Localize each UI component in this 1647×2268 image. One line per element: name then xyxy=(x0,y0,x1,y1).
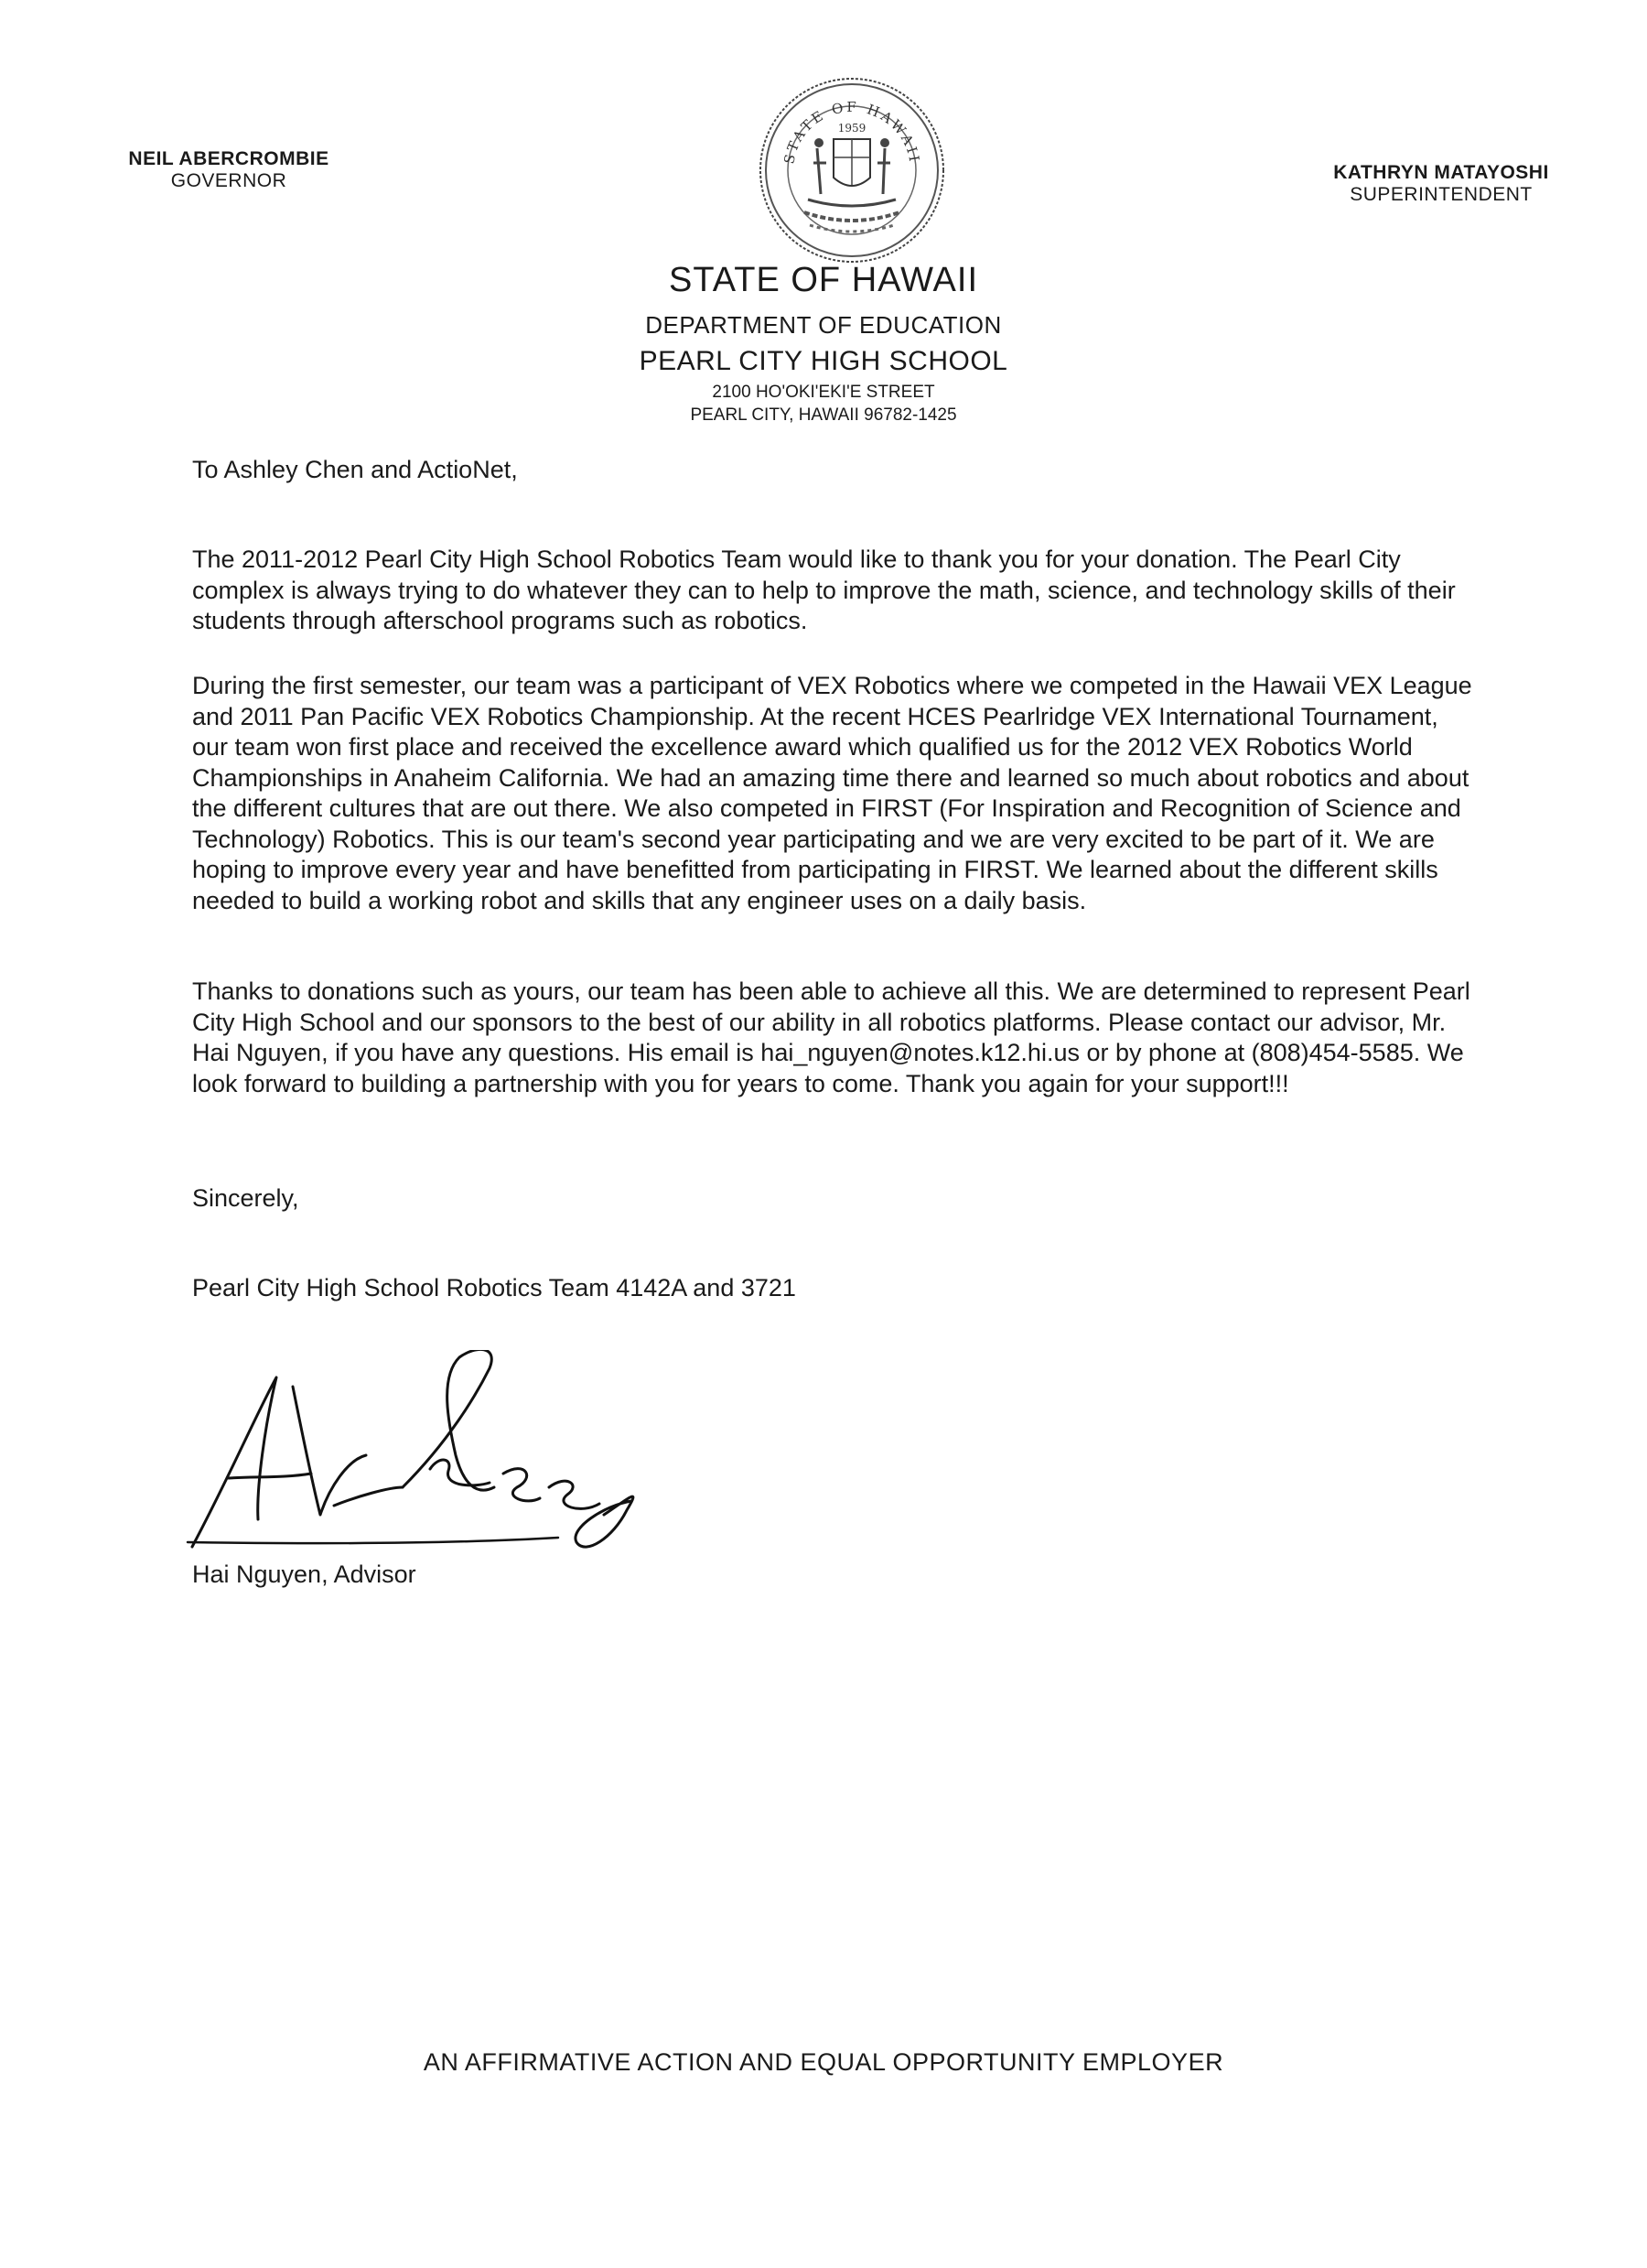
letter-closing: Sincerely, xyxy=(192,1184,299,1212)
superintendent-block xyxy=(1286,162,1597,206)
seal-year: 1959 xyxy=(837,122,867,135)
seal-text: STATE OF HAWAII xyxy=(780,98,923,166)
governor-title: GOVERNOR xyxy=(170,170,287,191)
letter-paragraph-2: During the first semester, our team was a participant of VEX Robotics where we competed in the Hawaii VEX League and 2011 Pan Pacific VEX Robotics Championship. At the recent HCES Pearlridge VEX International Tournament, our team won first place and received the excellence award which qualified us for the 2012 VEX Robotics World Championships in Anaheim California. We had an amazing time there and learned so much about robotics and about the different cultures that are out there. We also competed in FIRST (For Inspiration and Recognition of Science and Technology) Robotics. This is our team's second year participating and we are very excited to be part of it. We are hoping to improve every year and have benefitted from participating in FIRST. We learned about the different skills needed to build a working robot and skills that any engineer uses on a daily basis. xyxy=(192,672,1472,914)
letterhead-street: 2100 HO'OKI'EKI'E STREET xyxy=(712,383,935,402)
letterhead-school: PEARL CITY HIGH SCHOOL xyxy=(639,346,1008,376)
governor-block xyxy=(92,148,366,192)
state-seal-icon xyxy=(757,75,947,265)
letter-signer: Hai Nguyen, Advisor xyxy=(192,1561,416,1588)
letter-paragraph-3: Thanks to donations such as yours, our team has been able to achieve all this. We are determined to represent Pearl City High School and our sponsors to the best of our ability in all robotics platforms. Please contact our advisor, Mr. Hai Nguyen, if you have any questions. His email is hai_nguyen@notes.k12.hi.us or by phone at (808)454-5585. We look forward to building a partnership with you for years to come. Thank you again for your support!!! xyxy=(192,977,1470,1097)
letterhead-city: PEARL CITY, HAWAII 96782-1425 xyxy=(690,405,957,425)
governor-name: NEIL ABERCROMBIE xyxy=(128,148,329,169)
state-seal-logo xyxy=(757,75,947,265)
letterhead-state: STATE OF HAWAII xyxy=(669,261,978,299)
letter-paragraph-1: The 2011-2012 Pearl City High School Robotics Team would like to thank you for your donation. The Pearl City complex is always trying to do whatever they can to help to improve the math, science, and technology skills of their students through afterschool programs such as robotics. xyxy=(192,545,1456,634)
handwritten-signature xyxy=(174,1350,650,1579)
letter-team: Pearl City High School Robotics Team 4142A and 3721 xyxy=(192,1274,796,1301)
letter-salutation: To Ashley Chen and ActioNet, xyxy=(192,456,518,483)
superintendent-name: KATHRYN MATAYOSHI xyxy=(1333,162,1549,183)
footer-statement: AN AFFIRMATIVE ACTION AND EQUAL OPPORTUNITY EMPLOYER xyxy=(423,2048,1224,2076)
letterhead-department: DEPARTMENT OF EDUCATION xyxy=(645,311,1002,339)
superintendent-title: SUPERINTENDENT xyxy=(1350,184,1533,205)
